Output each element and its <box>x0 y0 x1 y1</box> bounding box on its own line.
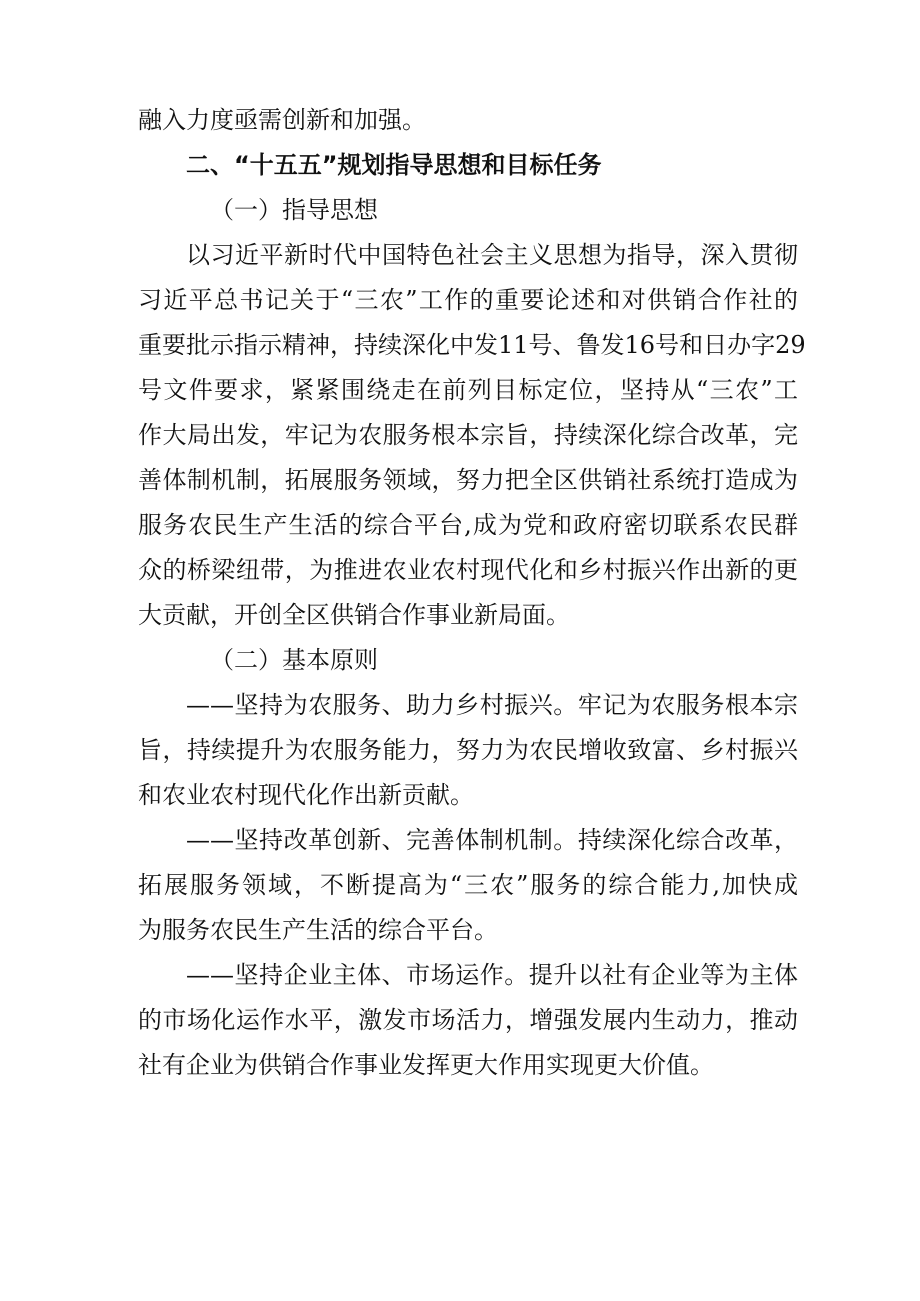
paragraph-line: 大贡献，开创全区供销合作事业新局面。 <box>138 601 570 629</box>
paragraph-line: 为服务农民生产生活的综合平台。 <box>138 916 498 944</box>
paragraph-line: ——坚持改革创新、完善体制机制。持续深化综合改革， <box>186 826 798 854</box>
paragraph-line: 重要批示指示精神，持续深化中发11号、鲁发16号和日办字29 <box>138 331 806 359</box>
paragraph-line: 服务农民生产生活的综合平台,成为党和政府密切联系农民群 <box>138 511 798 539</box>
paragraph-line: 善体制机制，拓展服务领域，努力把全区供销社系统打造成为 <box>138 466 798 494</box>
paragraph-line: 社有企业为供销合作事业发挥更大作用实现更大价值。 <box>138 1051 714 1079</box>
intro-tail-line: 融入力度亟需创新和加强。 <box>138 106 426 134</box>
paragraph-line: 以习近平新时代中国特色社会主义思想为指导，深入贯彻 <box>186 241 798 269</box>
principle-3-paragraph <box>138 953 798 1088</box>
paragraph-line: 作大局出发，牢记为农服务根本宗旨，持续深化综合改革，完 <box>138 421 798 449</box>
paragraph-line: 众的桥梁纽带，为推进农业农村现代化和乡村振兴作出新的更 <box>138 556 798 584</box>
paragraph-line: 号文件要求，紧紧围绕走在前列目标定位，坚持从“三农”工 <box>138 376 798 404</box>
paragraph-line: 拓展服务领域，不断提高为“三农”服务的综合能力,加快成 <box>138 871 798 899</box>
guiding-paragraph <box>138 233 806 638</box>
paragraph-line: ——坚持企业主体、市场运作。提升以社有企业等为主体 <box>186 961 798 989</box>
paragraph-line: 的市场化运作水平，激发市场活力，增强发展内生动力，推动 <box>138 1006 798 1034</box>
paragraph-line: 习近平总书记关于“三农”工作的重要论述和对供销合作社的 <box>138 286 798 314</box>
paragraph-line: ——坚持为农服务、助力乡村振兴。牢记为农服务根本宗 <box>186 691 798 719</box>
principle-1-paragraph <box>138 683 798 818</box>
paragraph-line: 旨，持续提升为农服务能力，努力为农民增收致富、乡村振兴 <box>138 736 798 764</box>
subsection-basic-principles: （二）基本原则 <box>210 646 378 674</box>
principle-2-paragraph <box>138 818 798 953</box>
subsection-guiding-thought: （一）指导思想 <box>210 196 378 224</box>
document-page <box>138 98 806 1088</box>
paragraph-line: 和农业农村现代化作出新贡献。 <box>138 781 474 809</box>
section-heading: 二、“十五五”规划指导思想和目标任务 <box>186 151 602 179</box>
